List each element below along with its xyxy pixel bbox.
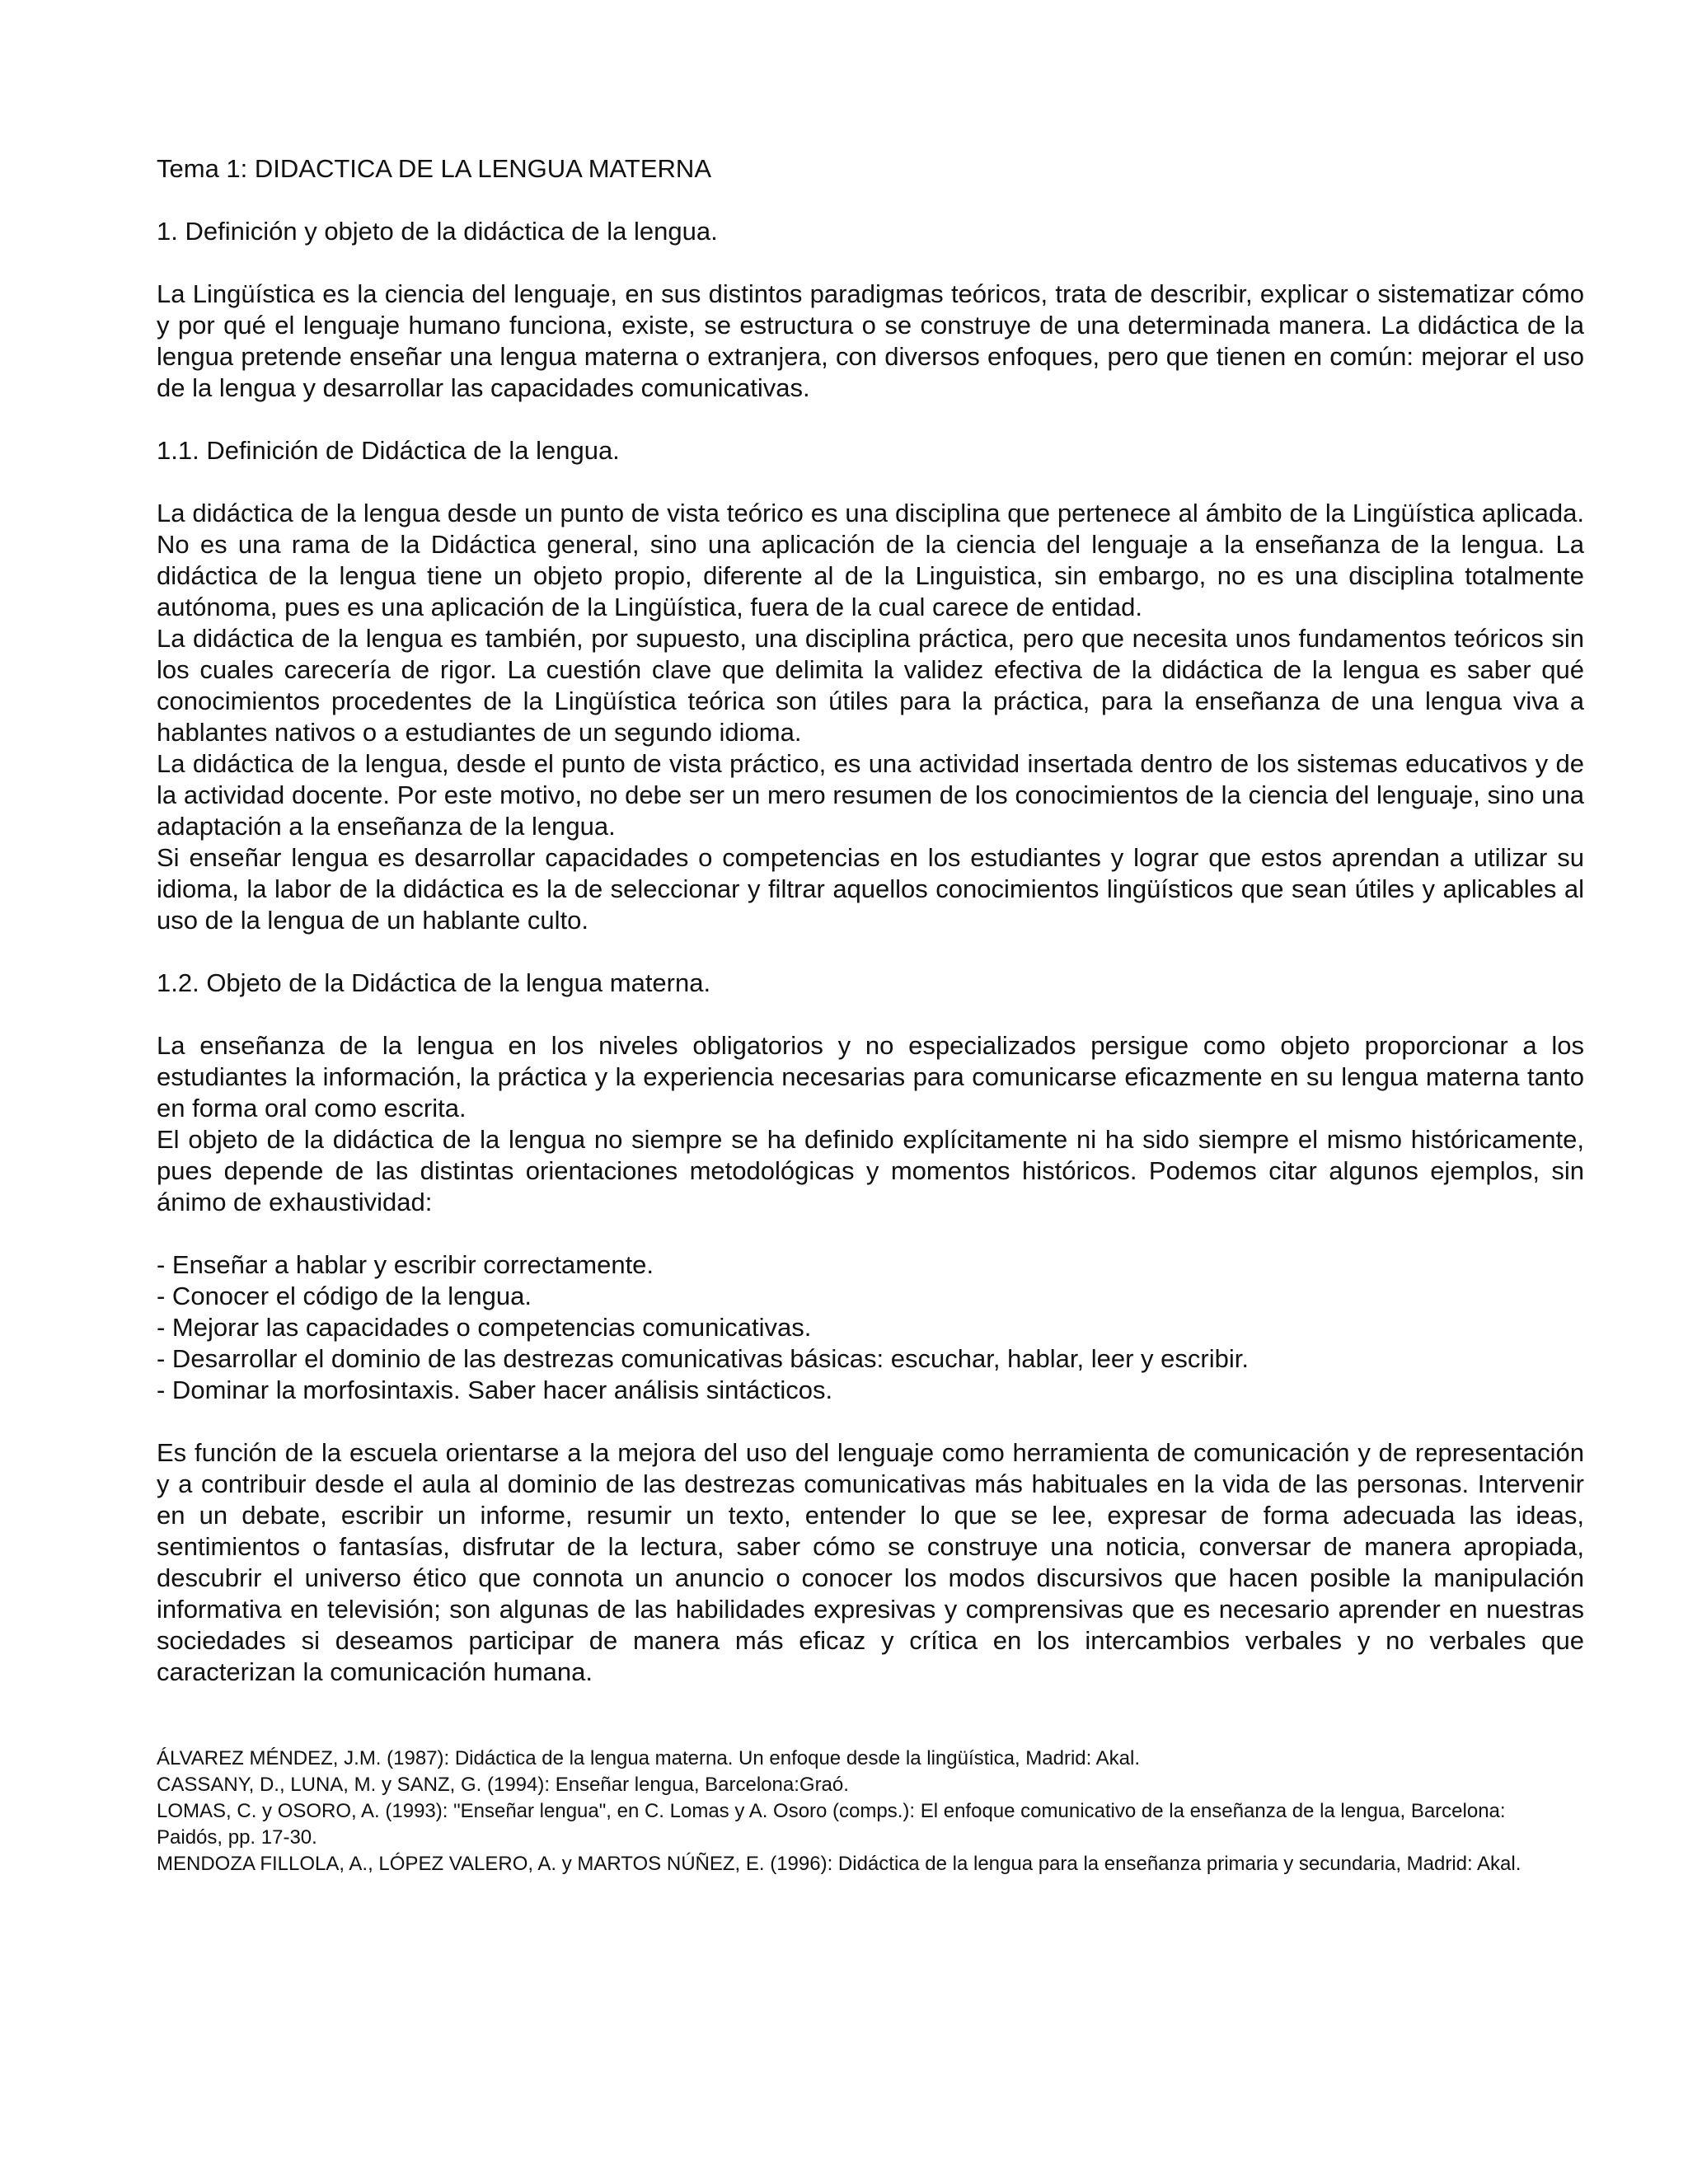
- references: [157, 1746, 1558, 1877]
- section-1-2-paragraph: El objeto de la didáctica de la lengua no siempre se ha definido explícitamente ni ha sido siempre el mismo históricamente, pues depende de las distintas orientaciones metodológicas y momentos históricos. Podemos citar algunos ejemplos, sin ánimo de exhaustividad:: [157, 1125, 1584, 1216]
- reference-item: LOMAS, C. y OSORO, A. (1993): "Enseñar lengua", en C. Lomas y A. Osoro (comps.): El enfoque comunicativo de la enseñanza de la lengua, Barcelona: Paidós, pp. 17-30.: [157, 1800, 1506, 1849]
- section-1-intro: La Lingüística es la ciencia del lenguaje, en sus distintos paradigmas teóricos, trata de describir, explicar o sistematizar cómo y por qué el lenguaje humano funciona, existe, se estructura o se construye de una determinada manera. La didáctica de la lengua pretende enseñar una lengua materna o extranjera, con diversos enfoques, pero que tienen en común: mejorar el uso de la lengua y desarrollar las capacidades comunicativas.: [157, 279, 1584, 402]
- section-1-2-closing: Es función de la escuela orientarse a la mejora del uso del lenguaje como herramienta de comunicación y de representación y a contribuir desde el aula al dominio de las destrezas comunicativas más habituales en la vida de las personas. Intervenir en un debate, escribir un informe, resumir un texto, entender lo que se lee, expresar de forma adecuada las ideas, sentimientos o fantasías, disfrutar de la lectura, saber cómo se construye una noticia, conversar de manera apropiada, descubrir el universo ético que connota un anuncio o conocer los modos discursivos que hacen posible la manipulación informativa en televisión; son algunas de las habilidades expresivas y comprensivas que es necesario aprender en nuestras sociedades si deseamos participar de manera más eficaz y crítica en los intercambios verbales y no verbales que caracterizan la comunicación humana.: [157, 1438, 1584, 1686]
- section-1-1-heading: 1.1. Definición de Didáctica de la lengua.: [157, 436, 620, 465]
- list-item: - Desarrollar el dominio de las destrezas comunicativas básicas: escuchar, hablar, leer y escribir.: [157, 1344, 1249, 1373]
- objectives-list: [157, 1249, 1584, 1406]
- list-item: - Enseñar a hablar y escribir correctamente.: [157, 1250, 654, 1279]
- section-1-1-paragraph: La didáctica de la lengua, desde el punto de vista práctico, es una actividad insertada dentro de los sistemas educativos y de la actividad docente. Por este motivo, no debe ser un mero resumen de los conocimientos de la ciencia del lenguaje, sino una adaptación a la enseñanza de la lengua.: [157, 749, 1584, 841]
- reference-item: ÁLVAREZ MÉNDEZ, J.M. (1987): Didáctica de la lengua materna. Un enfoque desde la lingüística, Madrid: Akal.: [157, 1747, 1141, 1769]
- section-1-1-paragraph: Si enseñar lengua es desarrollar capacidades o competencias en los estudiantes y lograr que estos aprendan a utilizar su idioma, la labor de la didáctica es la de seleccionar y filtrar aquellos conocimientos lingüísticos que sean útiles y aplicables al uso de la lengua de un hablante culto.: [157, 843, 1584, 935]
- reference-item: CASSANY, D., LUNA, M. y SANZ, G. (1994): Enseñar lengua, Barcelona:Graó.: [157, 1774, 849, 1796]
- list-item: - Conocer el código de la lengua.: [157, 1282, 532, 1310]
- section-1-2-paragraph: La enseñanza de la lengua en los niveles obligatorios y no especializados persigue como objeto proporcionar a los estudiantes la información, la práctica y la experiencia necesarias para comunicarse eficazmente en su lengua materna tanto en forma oral como escrita.: [157, 1031, 1584, 1122]
- section-1-1-paragraph: La didáctica de la lengua es también, por supuesto, una disciplina práctica, pero que necesita unos fundamentos teóricos sin los cuales carecería de rigor. La cuestión clave que delimita la validez efectiva de la didáctica de la lengua es saber qué conocimientos procedentes de la Lingüística teórica son útiles para la práctica, para la enseñanza de una lengua viva a hablantes nativos o a estudiantes de un segundo idioma.: [157, 624, 1584, 747]
- section-1-heading: 1. Definición y objeto de la didáctica de la lengua.: [157, 217, 718, 246]
- section-1-2-heading: 1.2. Objeto de la Didáctica de la lengua materna.: [157, 968, 711, 997]
- section-1-1-paragraph: La didáctica de la lengua desde un punto de vista teórico es una disciplina que pertenece al ámbito de la Lingüística aplicada. No es una rama de la Didáctica general, sino una aplicación de la ciencia del lenguaje a la enseñanza de la lengua. La didáctica de la lengua tiene un objeto propio, diferente al de la Linguistica, sin embargo, no es una disciplina totalmente autónoma, pues es una aplicación de la Lingüística, fuera de la cual carece de entidad.: [157, 499, 1584, 621]
- document-title: Tema 1: DIDACTICA DE LA LENGUA MATERNA: [157, 154, 711, 183]
- list-item: - Dominar la morfosintaxis. Saber hacer análisis sintácticos.: [157, 1376, 833, 1404]
- reference-item: MENDOZA FILLOLA, A., LÓPEZ VALERO, A. y MARTOS NÚÑEZ, E. (1996): Didáctica de la lengua para la enseñanza primaria y secundaria, Madrid: Akal.: [157, 1853, 1522, 1875]
- document-page: [157, 153, 1584, 1877]
- list-item: - Mejorar las capacidades o competencias comunicativas.: [157, 1313, 812, 1342]
